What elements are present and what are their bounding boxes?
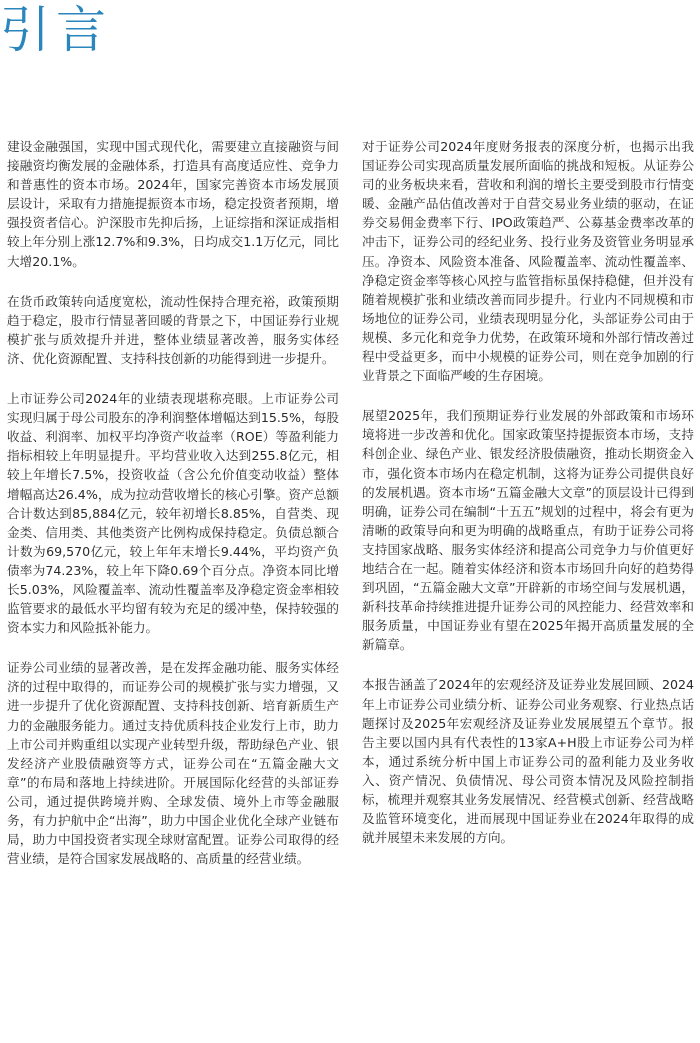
paragraph: 证券公司业绩的显著改善，是在发挥金融功能、服务实体经济的过程中取得的，而证券公司的规模扩张与实力增强，又进一步提升了优化资源配置、支持科技创新、培育新质生产力的金融服务能力。通过支持优质科技企业发行上市，助力上市公司并购重组以实现产业转型升级，帮助绿色产业、银发经济产业股债融资等方式，证券公司在“五篇金融大文章”的布局和落地上持续进阶。开展国际化经营的头部证券公司，通过提供跨境并购、全球发债、境外上市等金融服务，有力护航中企“出海”，助力中国企业优化全球产业链布局，助力中国投资者实现全球财富配置。证券公司取得的经营业绩，是符合国家发展战略的、高质量的经营业绩。 — [7, 660, 339, 867]
paragraph: 建设金融强国，实现中国式现代化，需要建立直接融资与间接融资均衡发展的金融体系，打造具有高度适应性、竞争力和普惠性的资本市场。2024年，国家完善资本市场发展顶层设计，采取有力措施提振资本市场，稳定投资者预期，增强投资者信心。沪深股市先抑后扬，上证综指和深证成指相较上年分别上涨12.7%和9.3%，日均成交1.1万亿元，同比大增20.1%。 — [7, 139, 339, 269]
paragraph: 展望2025年，我们预期证券行业发展的外部政策和市场环境将进一步改善和优化。国家政策坚持提振资本市场，支持科创企业、绿色产业、银发经济股债融资，推动长期资金入市，强化资本市场内在稳定机制，这将为证券公司提供良好的发展机遇。资本市场“五篇金融大文章”的顶层设计已得到明确，证券公司在编制“十五五”规划的过程中，将会有更为清晰的政策导向和更为明确的战略重点，有助于证券公司将支持国家战略、服务实体经济和提高公司竞争力与价值更好地结合在一起。随着实体经济和资本市场回升向好的趋势得到巩固，“五篇金融大文章”开辟新的市场空间与发展机遇，新科技革命持续推进提升证券公司的风控能力、经营效率和服务质量，中国证券业有望在2025年揭开高质量发展的全新篇章。 — [362, 408, 694, 653]
paragraph: 上市证券公司2024年的业绩表现堪称亮眼。上市证券公司实现归属于母公司股东的净利润整体增幅达到15.5%，每股收益、利润率、加权平均净资产收益率（ROE）等盈利能力指标相较上年明显提升。平均营业收入达到255.8亿元，相较上年增长7.5%，投资收益（含公允价值变动收益）整体增幅高达26.4%，成为拉动营收增长的核心引擎。资产总额合计数达到85,884亿元，较年初增长8.85%，自营类、现金类、信用类、其他类资产比例构成保持稳定。负债总额合计数为69,570亿元，较上年年末增长9.44%，平均资产负债率为74.23%，较上年下降0.69个百分点。净资本同比增长5.03%，风险覆盖率、流动性覆盖率及净稳定资金率相较监管要求的最低水平均留有较为充足的缓冲垫，保持较强的资本实力和风险抵补能力。 — [7, 391, 339, 636]
page-title: 引言 — [0, 1, 112, 59]
right-column — [362, 137, 694, 847]
paragraph: 本报告涵盖了2024年的宏观经济及证券业发展回顾、2024年上市证券公司业绩分析、证券公司业务观察、行业热点话题探讨及2025年宏观经济及证券业发展展望五个章节。报告主要以国内具有代表性的13家A+H股上市证券公司为样本，通过系统分析中国上市证券公司的盈利能力及业务收入、资产情况、负债情况、母公司资本情况及风险控制指标，梳理并观察其业务发展情况、经营模式创新、经营战略及监管环境变化，进而展现中国证券业在2024年取得的成就并展望未来发展的方向。 — [362, 677, 694, 846]
left-column — [7, 137, 339, 868]
paragraph: 在货币政策转向适度宽松，流动性保持合理充裕，政策预期趋于稳定，股市行情显著回暖的背景之下，中国证券行业规模扩张与质效提升并进，整体业绩显著改善，服务实体经济、优化资源配置、支持科技创新的功能得到进一步提升。 — [7, 293, 339, 366]
paragraph: 对于证券公司2024年度财务报表的深度分析，也揭示出我国证券公司实现高质量发展所面临的挑战和短板。从证券公司的业务板块来看，营收和利润的增长主要受到股市行情变暖、金融产品估值改善对于自营交易业务业绩的驱动，在证券交易佣金费率下行、IPO政策趋严、公募基金费率改革的冲击下，证券公司的经纪业务、投行业务及资管业务明显承压。净资本、风险资本准备、风险覆盖率、流动性覆盖率、净稳定资金率等核心风控与监管指标虽保持稳健，但并没有随着规模扩张和业绩改善而同步提升。行业内不同规模和市场地位的证券公司，业绩表现明显分化，头部证券公司由于规模、多元化和竞争力优势，在政策环境和外部行情改善过程中受益更多，而中小规模的证券公司，则在竞争加剧的行业背景之下面临严峻的生存困境。 — [362, 139, 694, 384]
